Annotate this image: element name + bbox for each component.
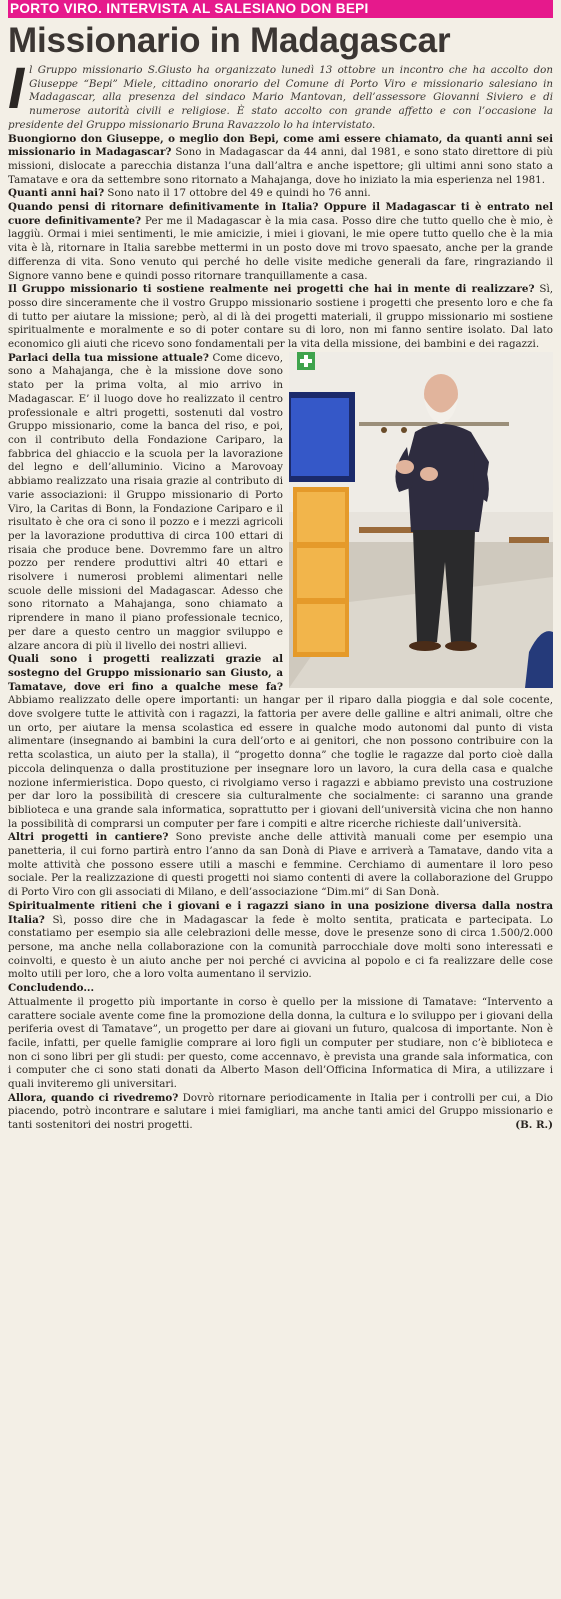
photo-illustration — [289, 352, 553, 688]
answer: Come dicevo, sono a Mahajanga, che è la missione dove sono stato per la prima volta, al mio arrivo in Madagascar. E’ il luogo dove ho realizzato il centro professionale e altri progetti, sostenuti dal vostro Gruppo missionario, come la banca del riso, e poi, con il contributo della Fondazione Cariparo, la fabbrica del ghiaccio e la scuola per la lavorazione del legno e dell’alluminio. Vicino a Marovoay abbiamo realizzato una risaia grazie al contributo di varie associazioni: il Gruppo missionario di Porto Viro, la Caritas di Bonn, la Fondazione Cariparo e il risultato è che ora ci sono il pozzo e i mezzi agricoli per la lavorazione produttiva di circa 100 ettari di risaia che produce bene. Dovremmo fare un altro pozzo per rendere produttivi altri 40 ettari e risolvere i numerosi problemi alimentari nelle scuole delle missioni del Madagascar. Adesso che sono ritornato a Mahajanga, sono chiamato a riprendere in mano il piano professionale tecnico, per dare a questo centro un maggior sviluppo e alzare ancora di più il livello dei nostri allievi. — [8, 351, 283, 652]
qa-paragraph — [8, 900, 553, 982]
qa-paragraph — [8, 283, 553, 352]
kicker: PORTO VIRO. INTERVISTA AL SALESIANO DON BEPI — [8, 0, 553, 18]
qa-paragraph — [8, 187, 553, 201]
answer: Sono previste anche delle attività manuali come per esempio una panetteria, il cui forno partirà entro l’anno da san Donà di Piave e arriverà a Tamatave, dando vita a molte attività che possono essere utili a maschi e femmine. Cerchiamo di aumentare il loro peso sociale. Per la realizzazione di questi progetti noi siamo contenti di avere la collaborazione del Gruppo di Porto Viro con gli associati di Milano, e dell’associazione “Dim.mi” di San Donà. — [8, 831, 553, 899]
question: Il Gruppo missionario ti sostiene realmente nei progetti che hai in mente di realizzare? — [8, 283, 535, 296]
answer: Per me il Madagascar è la mia casa. Posso dire che tutto quello che è mio, è laggiù. Ormai i miei sentimenti, le mie amicizie, i miei i giovani, le mie opere tutto quello che è la mia vita è là, ritornare in Italia sarebbe mettermi in un posto dove mi trovo spaesato, anche per la grande differenza di vita. Sono venuto qui perché ho delle visite mediche generali da fare, ringraziando il Signore vanno bene e quindi posso ritornare tranquillamente a casa. — [8, 214, 553, 282]
article-body — [8, 56, 554, 1133]
qa-paragraph — [8, 996, 553, 1092]
signature: (B. R.) — [515, 1119, 553, 1132]
answer: Attualmente il progetto più importante in corso è quello per la missione di Tamatave: “Intervento a carattere sociale avente come fine la promozione della donna, la cultura e lo sviluppo per i giovani della periferia ovest di Tamatave”, un progetto per dare ai giovani un futuro, qualcosa di importante. Non è facile, infatti, per quelle famiglie comprare ai loro figli un computer per studiare, non c’è biblioteca e non ci sono libri per gli studi: per questo, come accennavo, è prevista una grande sala informatica, con i computer che ci sono stati donati da Alberto Mason dell’Officina Informatica di Mira, a utilizzare i quali inviteremo gli universitari. — [8, 995, 553, 1091]
qa-paragraph — [8, 201, 553, 283]
drop-cap: I — [8, 56, 25, 121]
question: Altri progetti in cantiere? — [8, 831, 169, 844]
answer: Abbiamo realizzato delle opere importanti: un hangar per il riparo dalla pioggia e dal sole cocente, dove svolgere tutte le attività con i ragazzi, la fattoria per avere delle galline e altri animali, oltre che un orto, per aiutare la mensa scolastica ed essere in qualche modo autonomi dal punto di vista alimentare (insegnando ai bambini la cura dell’orto e ai genitori, che non possono contribuire con la retta scolastica, un aiuto per la stalla), il “progetto donna” che toglie le ragazze dal porto cioè dalla piccola delinquenza o dalla prostituzione per insegnare loro un lavoro, la cura della casa e qualche nozione infermieristica. Dopo questo, ci rivolgiamo verso i ragazzi e abbiamo previsto una costruzione per dar loro la possibilità di crescere sia culturalmente che socialmente: ci saranno una grande biblioteca e una grande sala informatica, soprattutto per i giovani dell’università vicina che non hanno la possibilità di comprarsi un computer per fare i compiti e altre ricerche richieste dall’università. — [8, 694, 553, 830]
qa-paragraph — [8, 133, 553, 188]
answer: Sono in Madagascar da 44 anni, dal 1981, e sono stato direttore di più missioni, dislocate a parecchia distanza l’una dall’altra e anche ispettore; gli ultimi anni sono stato a Tamatave e ora da settembre sono ritornato a Mahajanga, dove ho iniziato la mia esperienza nel 1981. — [8, 146, 553, 186]
question: Quando pensi di ritornare definitivamente in Italia? Oppure il Madagascar ti è entrato nel cuore definitivamente? — [8, 201, 553, 227]
question: Parlaci della tua missione attuale? — [8, 351, 209, 364]
photo-priest-speaking — [289, 352, 553, 688]
answer: Dovrò ritornare periodicamente in Italia per i controlli per cui, a Dio piacendo, potrò incontrare e salutare i miei famigliari, ma anche tanti amici del Gruppo missionario e tanti sostenitori dei nostri progetti. — [8, 1091, 553, 1132]
question: Buongiorno don Giuseppe, o meglio don Bepi, come ami essere chiamato, da quanti anni sei missionario in Madagascar? — [8, 132, 553, 159]
answer: Sì, posso dire sinceramente che il vostro Gruppo missionario sostiene i progetti che presento loro e che fa di tutto per aiutare la missione; però, al di là dei progetti materiali, il gruppo missionario mi sostiene spiritualmente e moralmente e so di poter contare su di loro, non mi fanno sentire isolato. Dal lato economico gli aiuti che ricevo sono fondamentali per la vita della missione, dei bambini e dei ragazzi. — [8, 283, 554, 351]
question: Quanti anni hai? — [8, 187, 105, 200]
headline: Missionario in Madagascar — [8, 21, 451, 60]
question: Spiritualmente ritieni che i giovani e i ragazzi siano in una posizione diversa dalla nostra Italia? — [8, 899, 553, 926]
lead-paragraph — [8, 56, 553, 133]
qa-paragraph — [8, 1092, 553, 1133]
answer: Sì, posso dire che in Madagascar la fede è molto sentita, praticata e partecipata. Lo constatiamo per esempio sia alle celebrazioni delle messe, dove le presenze sono di circa 1.500/2.000 persone, ma anche nella collaborazione con la comunità parrocchiale dove molti sono interessati e coinvolti, e questo è un aiuto anche per noi perché ci avvicina al popolo e ci fa realizzare delle cose molto utili per loro, che a loro volta aumentano il servizio. — [8, 913, 553, 981]
qa-heading — [8, 982, 553, 996]
interview — [8, 133, 553, 1133]
answer: Sono nato il 17 ottobre del 49 e quindi ho 76 anni. — [107, 187, 371, 200]
qa-paragraph — [8, 831, 553, 900]
question: Concludendo... — [8, 982, 95, 995]
question: Allora, quando ci rivedremo? — [8, 1091, 179, 1104]
lead-text: l Gruppo missionario S.Giusto ha organizzato lunedì 13 ottobre un incontro che ha accolto don Giuseppe “Bepi” Miele, cittadino onorario del Comune di Porto Viro e missionario salesiano in Madagascar, alla presenza del sindaco Mario Mantovan, dell’assessore Giovanni Siviero e di numerose autorità civili e religiose. È stato accolto con grande affetto e con l’occasione la presidente del Gruppo missionario Bruna Ravazzolo lo ha intervistato. — [8, 64, 553, 131]
question: Quali sono i progetti realizzati grazie al sostegno del Gruppo missionario san Giusto, a Tamatave, dove eri fino a qualche mese fa? — [8, 653, 283, 693]
